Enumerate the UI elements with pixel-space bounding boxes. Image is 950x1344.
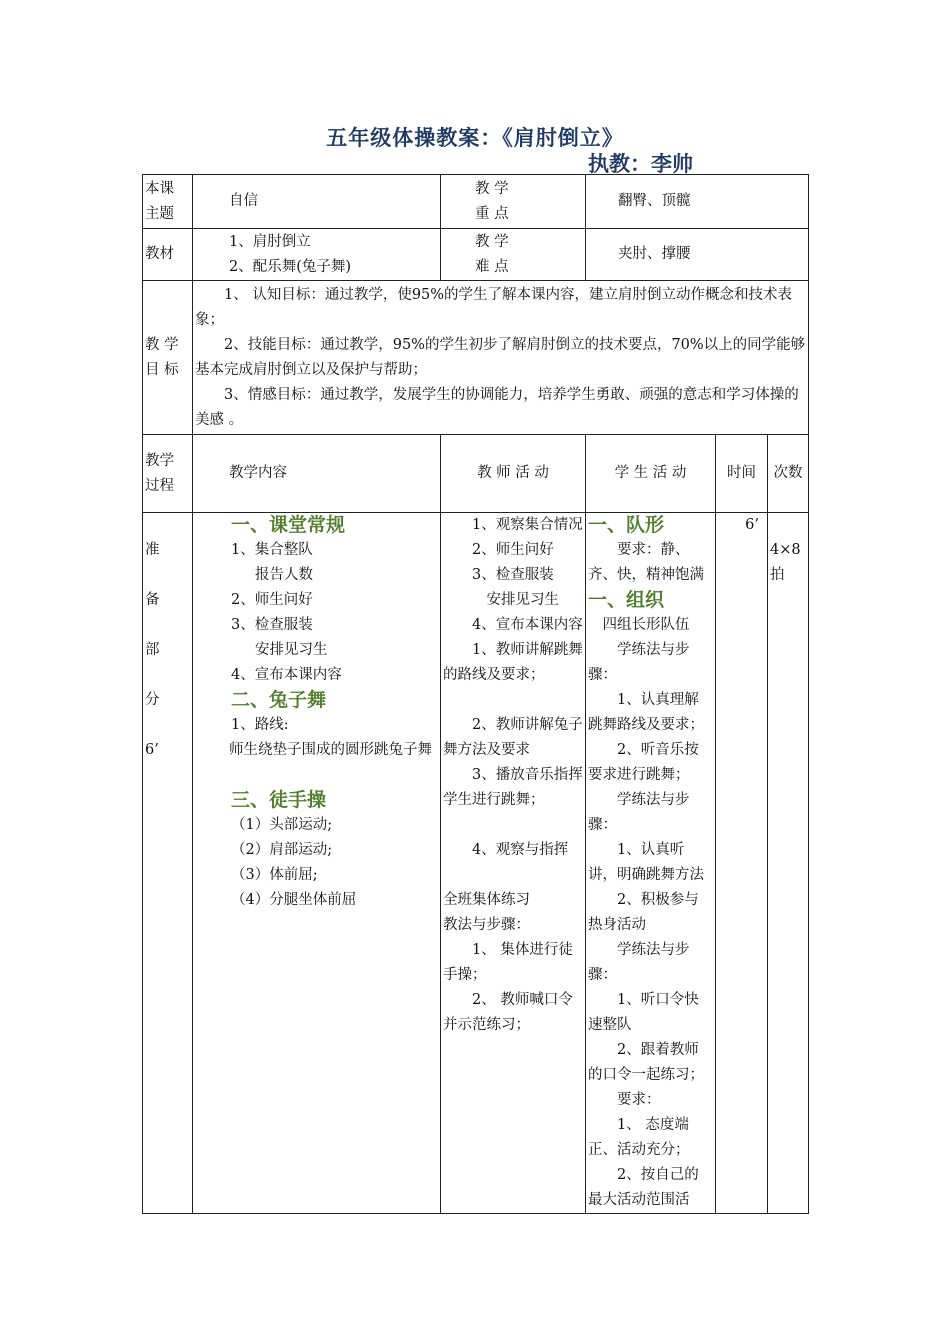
student-activity-header: 学 生 活 动	[586, 435, 716, 513]
count-header: 次数	[768, 435, 809, 513]
theme-value: 自信	[193, 175, 441, 229]
prep-count: 4×8拍	[768, 513, 809, 1214]
teacher-activity-header: 教 师 活 动	[441, 435, 586, 513]
prep-time: 6’	[716, 513, 768, 1214]
material-label: 教材	[143, 229, 193, 281]
material-items: 1、肩肘倒立 2、配乐舞(兔子舞)	[193, 229, 441, 281]
lesson-plan-table	[142, 174, 809, 1214]
section-heading-organization: 一、组织	[588, 589, 665, 611]
process-header-row	[143, 435, 809, 513]
focus-label: 教 学 重 点	[441, 175, 586, 229]
prep-content: 一、课堂常规 1、集合整队 报告人数 2、师生问好 3、检查服装 安排见习生 4、宣布本课内容 二、兔子舞 1、路线: 师生绕垫子围成的圆形跳兔子舞 三、徒手操 （1）头部运动; （2）肩部运动; （3）体前屈; （4）分腿坐体前屈	[193, 513, 441, 1214]
difficulty-label: 教 学 难 点	[441, 229, 586, 281]
section-heading-bunny-dance: 二、兔子舞	[231, 689, 327, 711]
prep-label: 准 备 部 分 6’	[143, 513, 193, 1214]
objectives-text: 1、 认知目标：通过教学，使95%的学生了解本课内容，建立肩肘倒立动作概念和技术表象； 2、技能目标：通过教学，95%的学生初步了解肩肘倒立的技术要点，70%以上的同学能够基本完成肩肘倒立以及保护与帮助； 3、情感目标：通过教学，发展学生的协调能力，培养学生勇敢、顽强的意志和学习体操的美感 。	[193, 281, 809, 435]
theme-row	[143, 175, 809, 229]
theme-label: 本课 主题	[143, 175, 193, 229]
difficulty-value: 夹肘、撑腰	[586, 229, 809, 281]
material-row	[143, 229, 809, 281]
process-header: 教学 过程	[143, 435, 193, 513]
focus-value: 翻臀、顶髋	[586, 175, 809, 229]
objectives-row	[143, 281, 809, 435]
prep-teacher-activity: 1、观察集合情况 2、师生问好 3、检查服装 安排见习生 4、宣布本课内容 1、教师讲解跳舞的路线及要求； 2、教师讲解兔子舞方法及要求 3、播放音乐指挥学生进行跳舞； 4、观察与指挥 全班集体练习 教法与步骤： 1、 集体进行徒手操； 2、 教师喊口令并示范练习；	[441, 513, 586, 1214]
page-title: 五年级体操教案：《肩肘倒立》	[326, 126, 624, 150]
objectives-label: 教 学 目 标	[143, 281, 193, 435]
content-header: 教学内容	[193, 435, 441, 513]
teacher-name: 执教：李帅	[588, 152, 693, 176]
section-heading-routine: 一、课堂常规	[231, 514, 346, 536]
section-heading-calisthenics: 三、徒手操	[231, 789, 327, 811]
section-heading-formation: 一、队形	[588, 514, 665, 536]
prep-student-activity: 一、队形 要求：静、齐、快，精神饱满 一、组织 四组长形队伍 学练法与步骤： 1、认真理解跳舞路线及要求； 2、听音乐按要求进行跳舞； 学练法与步骤： 1、认真听讲，明确跳舞方法 2、积极参与热身活动 学练法与步骤： 1、听口令快速整队 2、跟着教师的口令一起练习； 要求： 1、 态度端正、活动充分； 2、按自己的最大活动范围活	[586, 513, 716, 1214]
prep-row	[143, 513, 809, 1214]
time-header: 时间	[716, 435, 768, 513]
